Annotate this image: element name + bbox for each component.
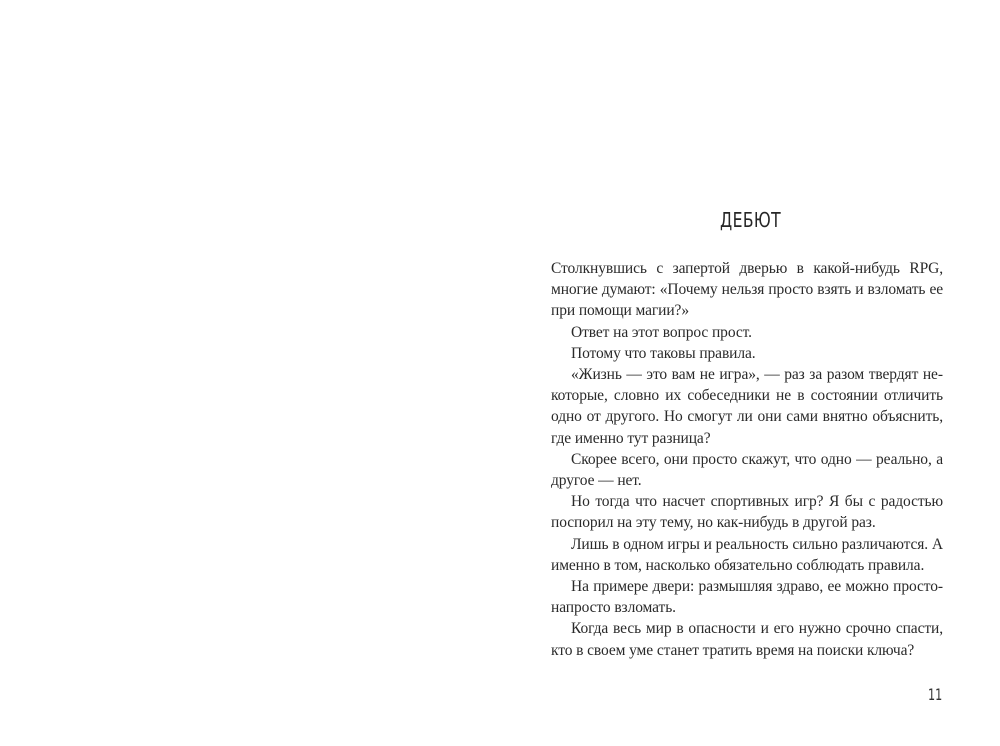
paragraph: Когда весь мир в опасности и его нужно срочно спасти, кто в своем уме станет тратить время на поиски ключа? xyxy=(551,620,943,659)
right-page xyxy=(500,0,1000,746)
chapter-title: ДЕБЮТ xyxy=(720,208,782,232)
body-text xyxy=(551,258,943,661)
paragraph: На примере двери: размышляя здраво, ее можно просто-напросто взломать. xyxy=(551,578,943,617)
paragraph: Лишь в одном игры и реальность сильно различаются. А именно в том, насколько обязательно соблюдать правила. xyxy=(551,535,943,574)
paragraph: Столкнувшись с запертой дверью в какой-нибудь RPG, многие думают: «Почему нельзя просто взять и взломать ее при помощи магии?» xyxy=(551,260,943,320)
paragraph: Но тогда что насчет спортивных игр? Я бы с радостью поспорил на эту тему, но как-нибудь в другой раз. xyxy=(551,493,943,532)
paragraph: «Жизнь — это вам не игра», — раз за разом твердят некоторые, словно их собеседники не в состоянии отличить одно от другого. Но смогут ли они сами внятно объяснить, где именно тут разница? xyxy=(551,366,943,447)
page-number: 11 xyxy=(928,685,943,704)
paragraph: Ответ на этот вопрос прост. xyxy=(571,323,752,341)
paragraph: Скорее всего, они просто скажут, что одно — реально, а другое — нет. xyxy=(551,450,943,490)
paragraph: Потому что таковы правила. xyxy=(571,344,756,362)
